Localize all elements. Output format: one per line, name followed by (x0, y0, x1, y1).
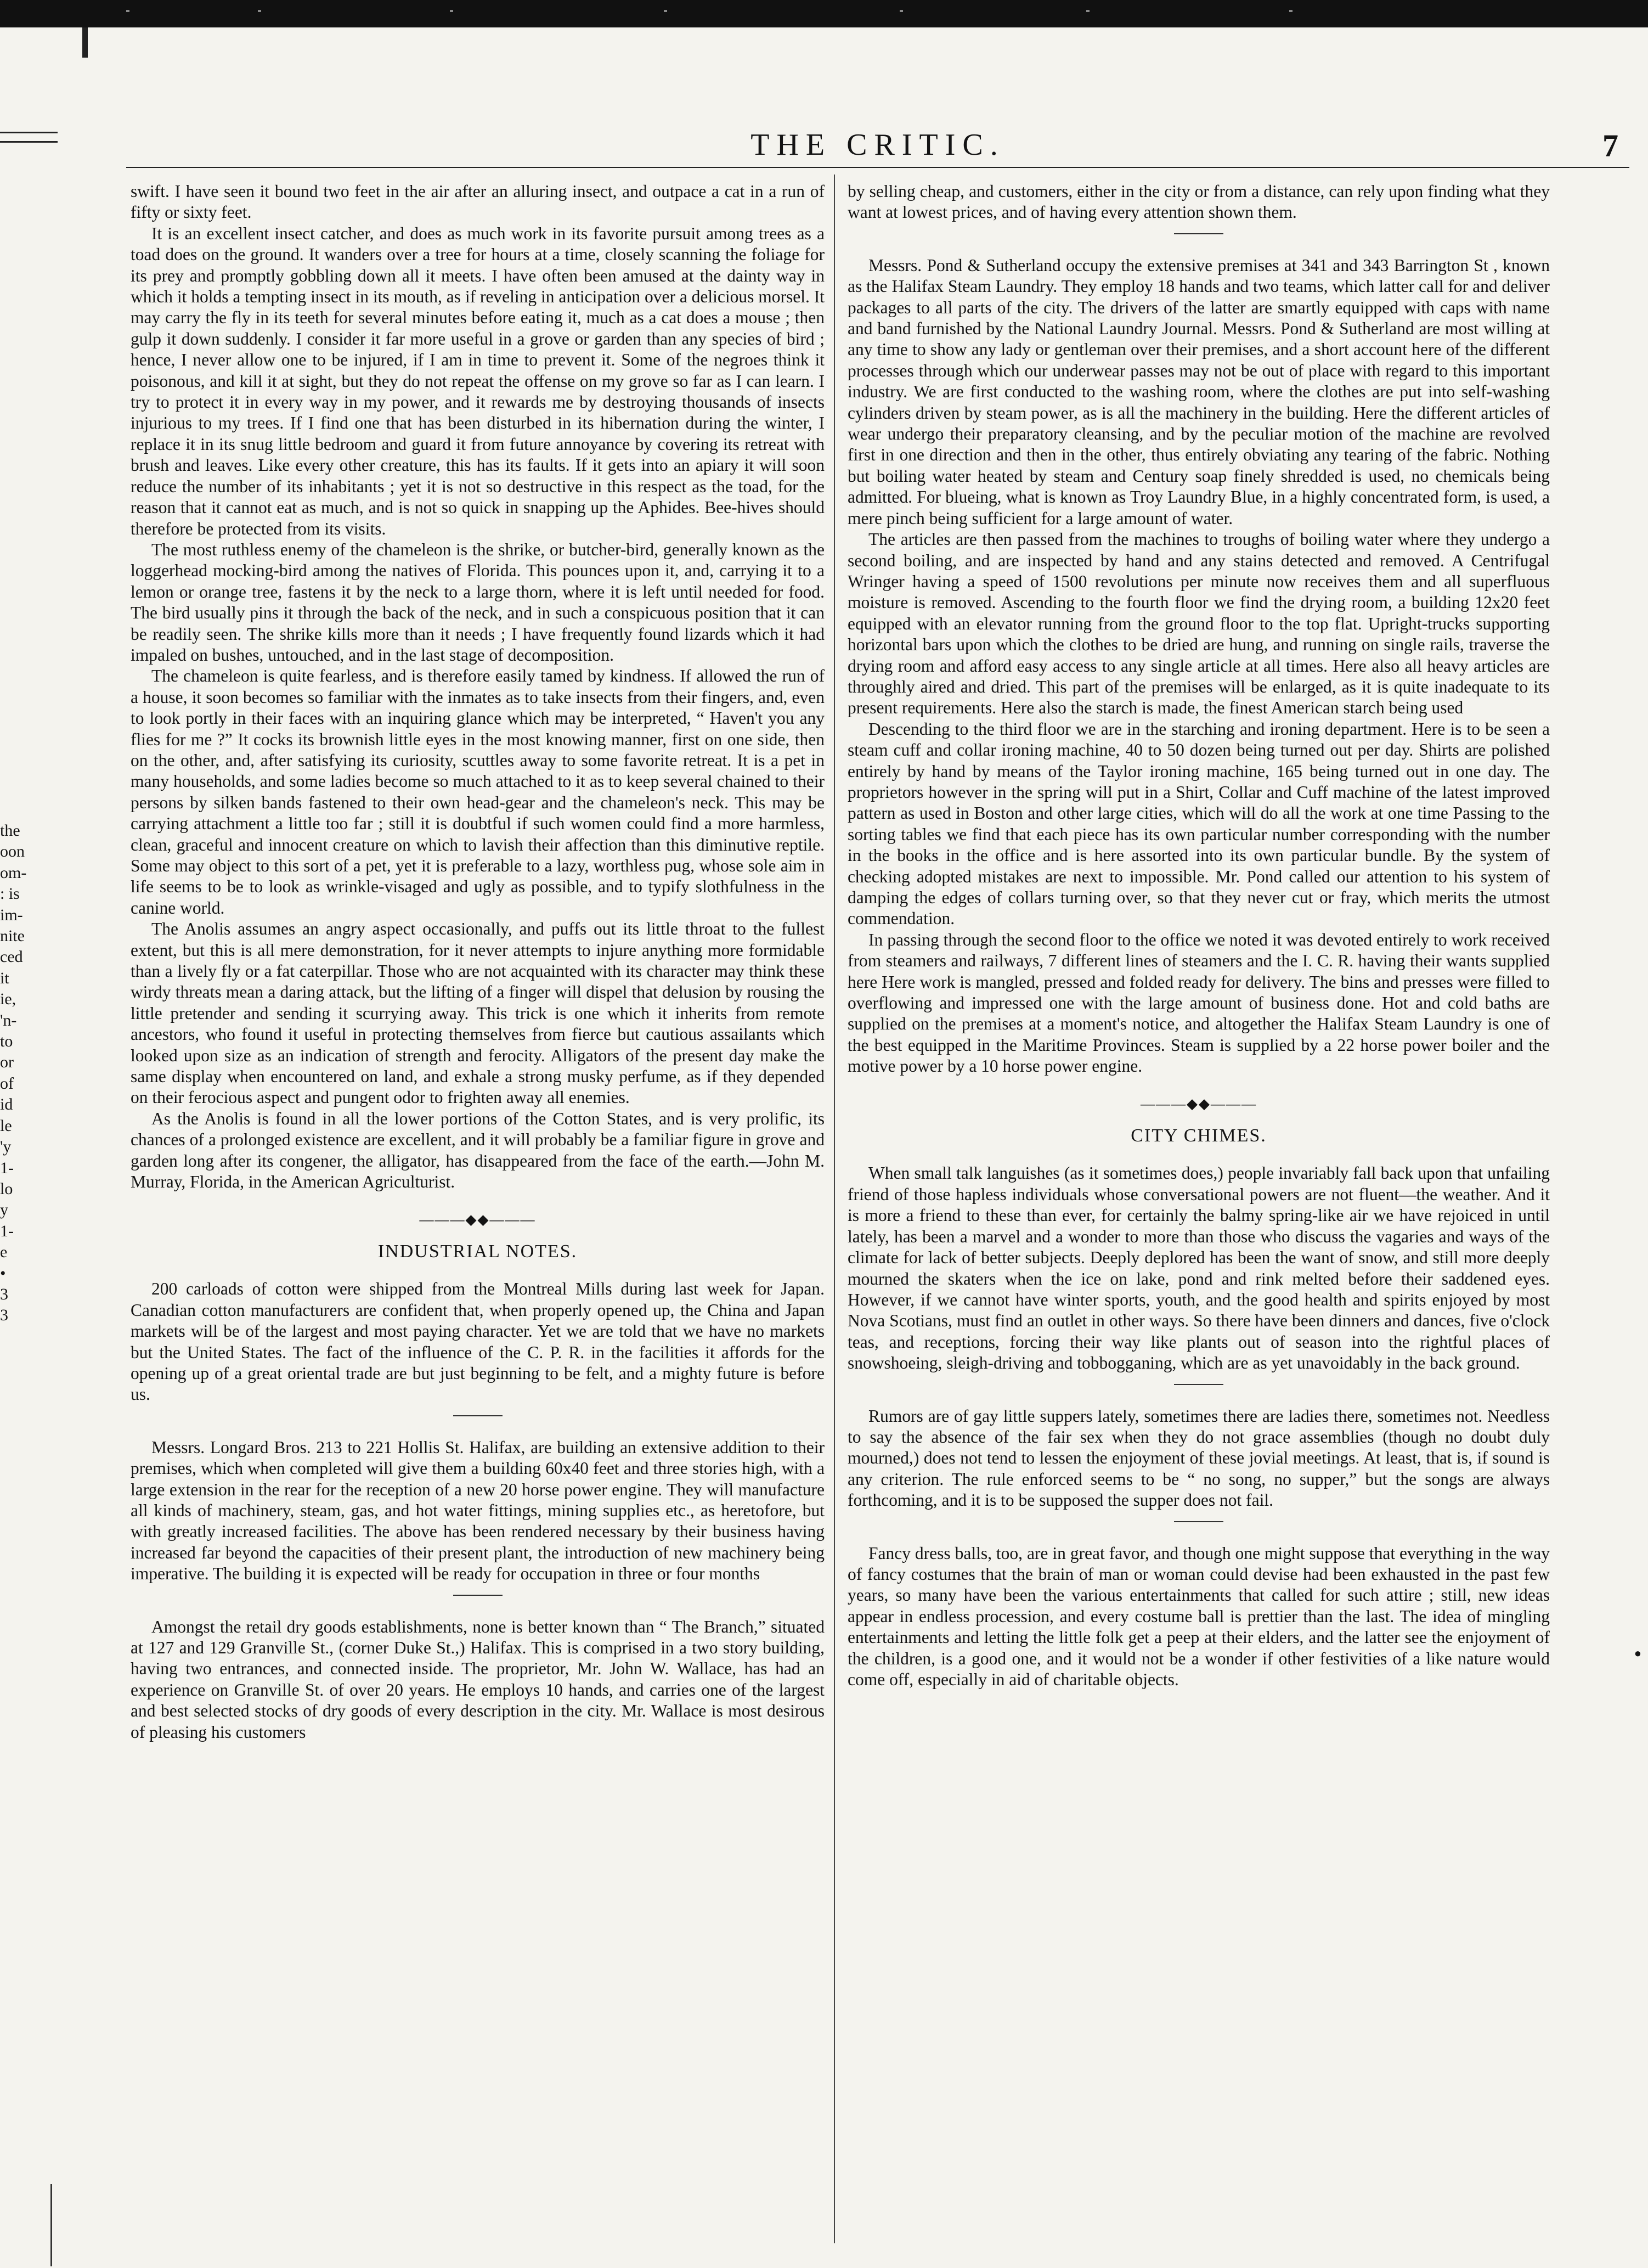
margin-fragment: le (0, 1116, 12, 1135)
article-paragraph: swift. I have seen it bound two feet in the air after an alluring insect, and outpace a cat in a run of fifty or sixty feet. (131, 182, 825, 222)
margin-fragment: • (0, 1264, 6, 1282)
margin-fragment: it (0, 969, 9, 987)
page-number: 7 (1602, 128, 1618, 164)
margin-fragment: 1- (0, 1158, 14, 1177)
article-paragraph: The Anolis assumes an angry aspect occasionally, and puffs out its little throat to the fullest extent, but this is all mere demonstration, for it never attempts to injure anything more formidable than a lively fly or a fat caterpillar. Those who are not acquainted with its character may think these wirdy threats mean a daring attack, but the lifting of a finger will dispel that delusion by rousing the little pretender and sending it scurrying away. This trick is one which it inherits from remote ancestors, who found it useful in protecting themselves from fierce but cautious assailants which looked upon size as an indication of strength and ferocity. Alligators of the present day make the same display when encountered on land, and exhale a strong musky perfume, as if they depended on their ferocious aspect and pungent odor to frighten away all enemies. (131, 919, 825, 1107)
article-paragraph: Descending to the third floor we are in the starching and ironing department. Here is to be seen a steam cuff and collar ironing machine, 40 to 50 dozen being turned out per day. Shirts are polished entirely by hand by means of the Taylor ironing machine, 165 being turned out in one day. The proprietors however in the spring will put in a Shirt, Collar and Cuff machine of the latest improved pattern as used in Boston and other large cities, which will do all the work at one time Passing to the sorting tables we find that each piece has its own particular number corresponding with the number in the books in the office and is here assorted into its own particular bundle. By the system of checking adopted mistakes are next to impossible. Mr. Pond called our attention to his system of damping the edges of collars turning over, so that they never cut or fray, which merits the utmost commendation. (848, 719, 1550, 928)
margin-fragment: 'n- (0, 1011, 17, 1029)
section-ornament: ———◆◆——— (1141, 1095, 1257, 1112)
article-paragraph: It is an excellent insect catcher, and does as much work in its favorite pursuit among trees as a toad does on the ground. It wanders over a tree for hours at a time, closely scanning the foliage for its prey and promptly gobbling down all it meets. I have often been amused at the dainty way in which it holds a tempting insect in its mouth, as if reveling in anticipation over a delicious morsel. It may carry the fly in its teeth for several minutes before eating it, much as a cat does a mouse ; then gulp it down suddenly. I consider it far more useful in a grove or garden than any species of bird ; hence, I never allow one to be injured, if I am in time to prevent it. Some of the negroes think it poisonous, and kill it at sight, but they do not repeat the offense on my grove so far as I can learn. I try to protect it in every way in my power, and it rewards me by destroying thousands of insects injurious to my trees. If I find one that has been disturbed in its hibernation during the winter, I replace it in its snug little bedroom and guard it from future annoyance by covering its retreat with brush and leaves. Like every other creature, this has its faults. If it gets into an apiary it will soon reduce the number of its inhabitants ; yet it is not so destructive in this respect as the toad, for the reason that it cannot eat as much, and is not so quick in snapping up the Aphides. Bee-hives should therefore be protected from its visits. (131, 223, 825, 538)
margin-fragment: 'y (0, 1138, 12, 1156)
margin-fragment: 3 (0, 1306, 8, 1325)
margin-fragment: nite (0, 927, 25, 946)
newspaper-title: THE CRITIC. (750, 128, 1005, 162)
separator-rule (1174, 1521, 1223, 1522)
margin-fragment: id (0, 1095, 13, 1114)
margin-fragment: : is (0, 885, 20, 903)
bleed-through-margin-text (0, 820, 38, 1326)
margin-fragment: the (0, 821, 20, 840)
section-heading-city-chimes: CITY CHIMES. (1131, 1125, 1267, 1146)
article-paragraph: 200 carloads of cotton were shipped from the Montreal Mills during last week for Japan. Canadian cotton manufacturers are confident that, when properly opened up, the China and Japan markets will be of the largest and most paying character. Yet we are told that we have no markets but the United States. The fact of the influence of the C. P. R. in the facilities it affords for the opening up of a great oriental trade are but just beginning to be felt, and a mighty future is before us. (131, 1279, 825, 1404)
article-paragraph: Messrs. Pond & Sutherland occupy the extensive premises at 341 and 343 Barrington St , known as the Halifax Steam Laundry. They employ 18 hands and two teams, which latter call for and deliver packages to all parts of the city. The drivers of the latter are smartly equipped with caps with name and band furnished by the National Laundry Journal. Messrs. Pond & Sutherland are most willing at any time to show any lady or gentleman over their premises, and a short account here of the different processes through which our underwear passes may not be out of place with regard to this important industry. We are first conducted to the washing room, where the clothes are put into self-washing cylinders driven by steam power, as is all the machinery in the building. Here the different articles of wear undergo their preparatory cleansing, and by the peculiar motion of the machine are revolved first in one direction and then in the other, thus entirely obviating any tearing of the fabric. Nothing but boiling water heated by steam and Century soap finely shredded is used, no chemicals being admitted. For blueing, what is known as Troy Laundry Blue, in a highly concentrated form, is used, a mere pinch being sufficient for a large amount of water. (848, 255, 1550, 528)
separator-rule (453, 1595, 503, 1596)
margin-fragment: of (0, 1074, 14, 1093)
masthead (126, 127, 1629, 168)
edge-mark (50, 2184, 52, 2266)
article-paragraph: Messrs. Longard Bros. 213 to 221 Hollis St. Halifax, are building an extensive addition to their premises, which when completed will give them a building 60x40 feet and three stories high, with a large extension in the rear for the reception of a new 20 horse power engine. They will manufacture all kinds of machinery, steam, gas, and hot water fittings, mining supplies etc., as heretofore, but with greatly increased facilities. The above has been rendered necessary by their business having increased far beyond the capacities of their present plant, the introduction of new machinery being imperative. The building it is expected will be ready for occupation in three or four months (131, 1437, 825, 1584)
margin-fragment: or (0, 1053, 14, 1072)
section-heading-industrial-notes: INDUSTRIAL NOTES. (377, 1241, 578, 1262)
separator-rule (1174, 233, 1223, 234)
article-paragraph: As the Anolis is found in all the lower portions of the Cotton States, and is very prolific, its chances of a prolonged existence are excellent, and it will probably be a familiar figure in grove and garden long after its congener, the alligator, has disappeared from the face of the earth.—John M. Murray, Florida, in the American Agriculturist. (131, 1108, 825, 1192)
margin-dot-icon: ● (1634, 1646, 1641, 1660)
section-ornament: ———◆◆——— (419, 1211, 536, 1228)
article-paragraph: The chameleon is quite fearless, and is therefore easily tamed by kindness. If allowed the run of a house, it soon becomes so familiar with the inmates as to take insects from their fingers, and, even to look portly in their faces with an inquiring glance which may be interpreted, “ Haven't you any flies for me ?” It cocks its brownish little eyes in the most knowing manner, first on one side, then on the other, and, after satisfying its curiosity, scuttles away to some favorite retreat. It is a pet in many households, and some ladies become so much attached to it as to keep several chained to their persons by silken bands fastened to their own head-gear and the chameleon's neck. This may be carrying attachment a little too far ; still it is doubtful if such women could find a more harmless, clean, graceful and innocent creature on which to lavish their affection than this diminutive reptile. Some may object to this sort of a pet, yet it is preferable to a lazy, worthless pug, whose sole aim in life seems to be to look as wrinkle-visaged and ugly as possible, and to typify slothfulness in the canine world. (131, 666, 825, 918)
right-column (848, 181, 1550, 1690)
separator-rule (1174, 1384, 1223, 1385)
margin-fragment: 1- (0, 1222, 14, 1240)
margin-fragment: oon (0, 842, 25, 861)
article-paragraph: When small talk languishes (as it sometimes does,) people invariably fall back upon that unfailing friend of those hapless individuals whose conversational powers are not fluent—the weather. And it is more a friend to these than ever, for certainly the balmy spring-like air we have rejoiced in until lately, has been a marvel and a wonder to more than those who discuss the vagaries and ways of the climate for lack of better subjects. Deeply deplored has been the want of snow, and still more deeply mourned the skaters when the ice on lake, pond and rink melted before their saddened eyes. However, if we cannot have winter sports, youth, and the good health and spirits enjoyed by most Nova Scotians, must find an outlet in other ways. So there have been dinners and dances, five o'clock teas, and receptions, forcing their way like plants out of season into the rightful places of snowshoeing, sleigh-driving and tobbogganing, which are as yet unavoidably in the back ground. (848, 1163, 1550, 1373)
article-paragraph: Amongst the retail dry goods establishments, none is better known than “ The Branch,” situated at 127 and 129 Granville St., (corner Duke St.,) Halifax. This is comprised in a two story building, having two entrances, and connected inside. The proprietor, Mr. John W. Wallace, has had an experience on Granville St. of over 20 years. He employs 10 hands, and carries one of the largest and best selected stocks of dry goods of every description in the city. Mr. Wallace is most desirous of pleasing his customers (131, 1617, 825, 1742)
article-paragraph: by selling cheap, and customers, either in the city or from a distance, can rely upon finding what they want at lowest prices, and of having every attention shown them. (848, 182, 1550, 222)
article-paragraph: Fancy dress balls, too, are in great favor, and though one might suppose that everything in the way of fancy costumes that the brain of man or woman could devise had been exhausted in the past few years, so many have been the various entertainments that called for such attire ; still, new ideas appear in endless procession, and every costume ball is prettier than the last. The idea of mingling entertainments and letting the little folk get a peep at their elders, and the latter see the enjoyment of the children, is a good one, and it would not be a wonder if other festivities of a like nature would come off, especially in aid of charitable objects. (848, 1543, 1550, 1689)
margin-fragment: y (0, 1201, 8, 1219)
article-paragraph: The most ruthless enemy of the chameleon is the shrike, or butcher-bird, generally known as the loggerhead mocking-bird among the natives of Florida. This pounces upon it, and, carrying it to a lemon or orange tree, fastens it by the neck to a large thorn, where it is left until needed for food. The bird usually pins it through the back of the neck, and in such a conspicuous position that it can be readily seen. The shrike kills more than it needs ; I have frequently found lizards which it had impaled on bushes, untouched, and in the last stage of decomposition. (131, 539, 825, 665)
left-column (131, 181, 825, 1743)
margin-fragment: ced (0, 948, 23, 966)
article-paragraph: In passing through the second floor to the office we noted it was devoted entirely to work received from steamers and railways, 7 different lines of steamers and the I. C. R. having their wants supplied here Here work is mangled, pressed and folded ready for delivery. The bins and presses were filled to overflowing and impressed one with the large amount of business done. Hot and cold baths are supplied on the premises at a moment's notice, and altogether the Halifax Steam Laundry is one of the best equipped in the Maritime Provinces. Steam is supplied by a 22 horse power boiler and the motive power by a 10 horse power engine. (848, 930, 1550, 1076)
column-divider (834, 175, 835, 2243)
margin-fragment: om- (0, 863, 27, 882)
margin-fragment: to (0, 1032, 13, 1051)
top-border-bar (0, 0, 1648, 27)
margin-fragment: e (0, 1243, 8, 1262)
edge-mark (82, 27, 88, 58)
double-rule (0, 132, 58, 143)
separator-rule (453, 1415, 503, 1416)
article-paragraph: Rumors are of gay little suppers lately, sometimes there are ladies there, sometimes not. Needless to say the absence of the fair sex when they do not grace assemblies (though no doubt duly mourned,) does not tend to lessen the enjoyment of these jovial meetings. At least, that is, if sound is any criterion. The rule enforced seems to be “ no song, no supper,” but the songs are always forthcoming, and it is to be supposed the supper does not fail. (848, 1406, 1550, 1510)
margin-fragment: im- (0, 905, 23, 924)
margin-fragment: 3 (0, 1285, 8, 1303)
article-paragraph: The articles are then passed from the machines to troughs of boiling water where they undergo a second boiling, and are inspected by hand and any stains detected and removed. A Centrifugal Wringer having a speed of 1500 revolutions per minute now receives them and all superfluous moisture is removed. Ascending to the fourth floor we find the drying room, a building 12x20 feet equipped with an elevator running from the ground floor to the top flat. Upright-trucks supporting horizontal bars upon which the clothes to be dried are hung, and running on single rails, traverse the drying room and afford easy access to any single article at all times. Here also all heavy articles are throughly aired and dried. This part of the premises will be enlarged, as it is quite inadequate to its present requirements. Here also the starch is made, the finest American starch being used (848, 530, 1550, 718)
margin-fragment: ie, (0, 990, 16, 1009)
margin-fragment: lo (0, 1179, 13, 1198)
